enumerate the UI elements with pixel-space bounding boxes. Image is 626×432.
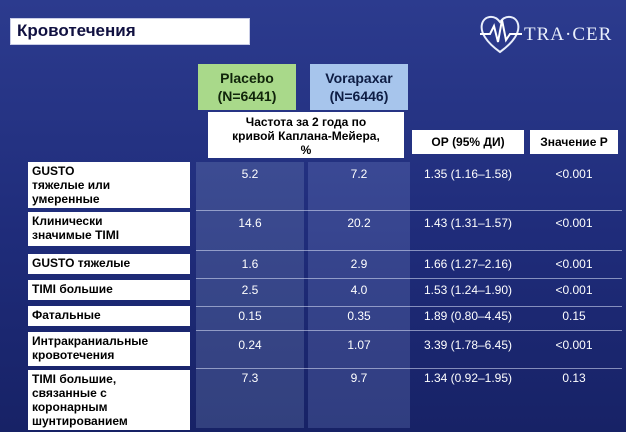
row-label-line: шунтированием	[32, 414, 128, 428]
vorapaxar-value: 4.0	[350, 283, 368, 297]
row-label-line: Клинически	[32, 214, 103, 228]
row-label	[28, 212, 190, 246]
row-label-line: умеренные	[32, 192, 100, 206]
slide-title-box	[10, 18, 250, 45]
p-value: 0.13	[562, 371, 586, 385]
row-label	[28, 370, 190, 430]
p-value: 0.15	[562, 309, 586, 323]
row-divider	[196, 250, 622, 251]
or-value: 1.89 (0.80–4.45)	[423, 309, 513, 323]
placebo-value: 0.24	[238, 338, 262, 352]
vorapaxar-value: 0.35	[347, 309, 371, 323]
vorapaxar-n: (N=6446)	[329, 88, 389, 104]
or-value: 3.39 (1.78–6.45)	[423, 338, 513, 352]
or-header: ОР (95% ДИ)	[412, 130, 524, 154]
vorapaxar-value: 9.7	[350, 371, 368, 385]
placebo-value: 0.15	[238, 309, 262, 323]
or-value: 1.53 (1.24–1.90)	[423, 283, 513, 297]
placebo-value: 2.5	[241, 283, 259, 297]
row-label-line: Интракраниальные	[32, 334, 149, 348]
or-value: 1.66 (1.27–2.16)	[423, 257, 513, 271]
p-value: <0.001	[555, 257, 593, 271]
p-value: <0.001	[555, 167, 593, 181]
row-label	[28, 332, 190, 366]
placebo-name: Placebo	[220, 70, 274, 86]
row-divider	[196, 306, 622, 307]
slide-title: Кровотечения	[17, 21, 136, 40]
frequency-header-line: Частота за 2 года по	[245, 115, 367, 129]
p-value: <0.001	[555, 216, 593, 230]
or-value: 1.34 (0.92–1.95)	[423, 371, 513, 385]
placebo-value: 1.6	[241, 257, 259, 271]
placebo-value: 14.6	[238, 216, 262, 230]
row-divider	[196, 210, 622, 211]
tracer-logo	[478, 10, 618, 56]
row-label-line: GUSTO	[32, 164, 75, 178]
row-label	[28, 162, 190, 208]
row-label	[28, 254, 190, 274]
row-label-line: GUSTO тяжелые	[32, 256, 131, 270]
vorapaxar-value: 2.9	[350, 257, 368, 271]
placebo-header	[198, 64, 296, 110]
vorapaxar-name: Vorapaxar	[325, 70, 393, 86]
row-label-line: кровотечения	[32, 348, 115, 362]
row-label-line: коронарным	[32, 400, 108, 414]
row-label-line: Фатальные	[32, 308, 101, 322]
row-label	[28, 280, 190, 300]
row-divider	[196, 278, 622, 279]
row-divider	[196, 330, 622, 331]
frequency-header-line: кривой Каплана-Мейера,	[232, 129, 380, 143]
p-value-header: Значение Р	[530, 130, 618, 154]
placebo-value: 5.2	[241, 167, 259, 181]
frequency-header	[208, 112, 404, 158]
row-divider	[196, 368, 622, 369]
vorapaxar-value: 20.2	[347, 216, 371, 230]
row-label-line: TIMI большие,	[32, 372, 117, 386]
row-label-line: значимые TIMI	[32, 228, 120, 242]
row-label	[28, 306, 190, 326]
row-label-line: связанные с	[32, 386, 107, 400]
row-label-line: TIMI большие	[32, 282, 113, 296]
placebo-n: (N=6441)	[217, 88, 277, 104]
frequency-header-line: %	[300, 143, 312, 157]
or-value: 1.35 (1.16–1.58)	[423, 167, 513, 181]
logo-text: TRA·CER	[524, 24, 613, 45]
row-label-line: тяжелые или	[32, 178, 111, 192]
or-value: 1.43 (1.31–1.57)	[423, 216, 513, 230]
vorapaxar-value: 7.2	[350, 167, 368, 181]
placebo-value: 7.3	[241, 371, 259, 385]
vorapaxar-value: 1.07	[347, 338, 371, 352]
p-value: <0.001	[555, 338, 593, 352]
vorapaxar-header	[310, 64, 408, 110]
p-value: <0.001	[555, 283, 593, 297]
